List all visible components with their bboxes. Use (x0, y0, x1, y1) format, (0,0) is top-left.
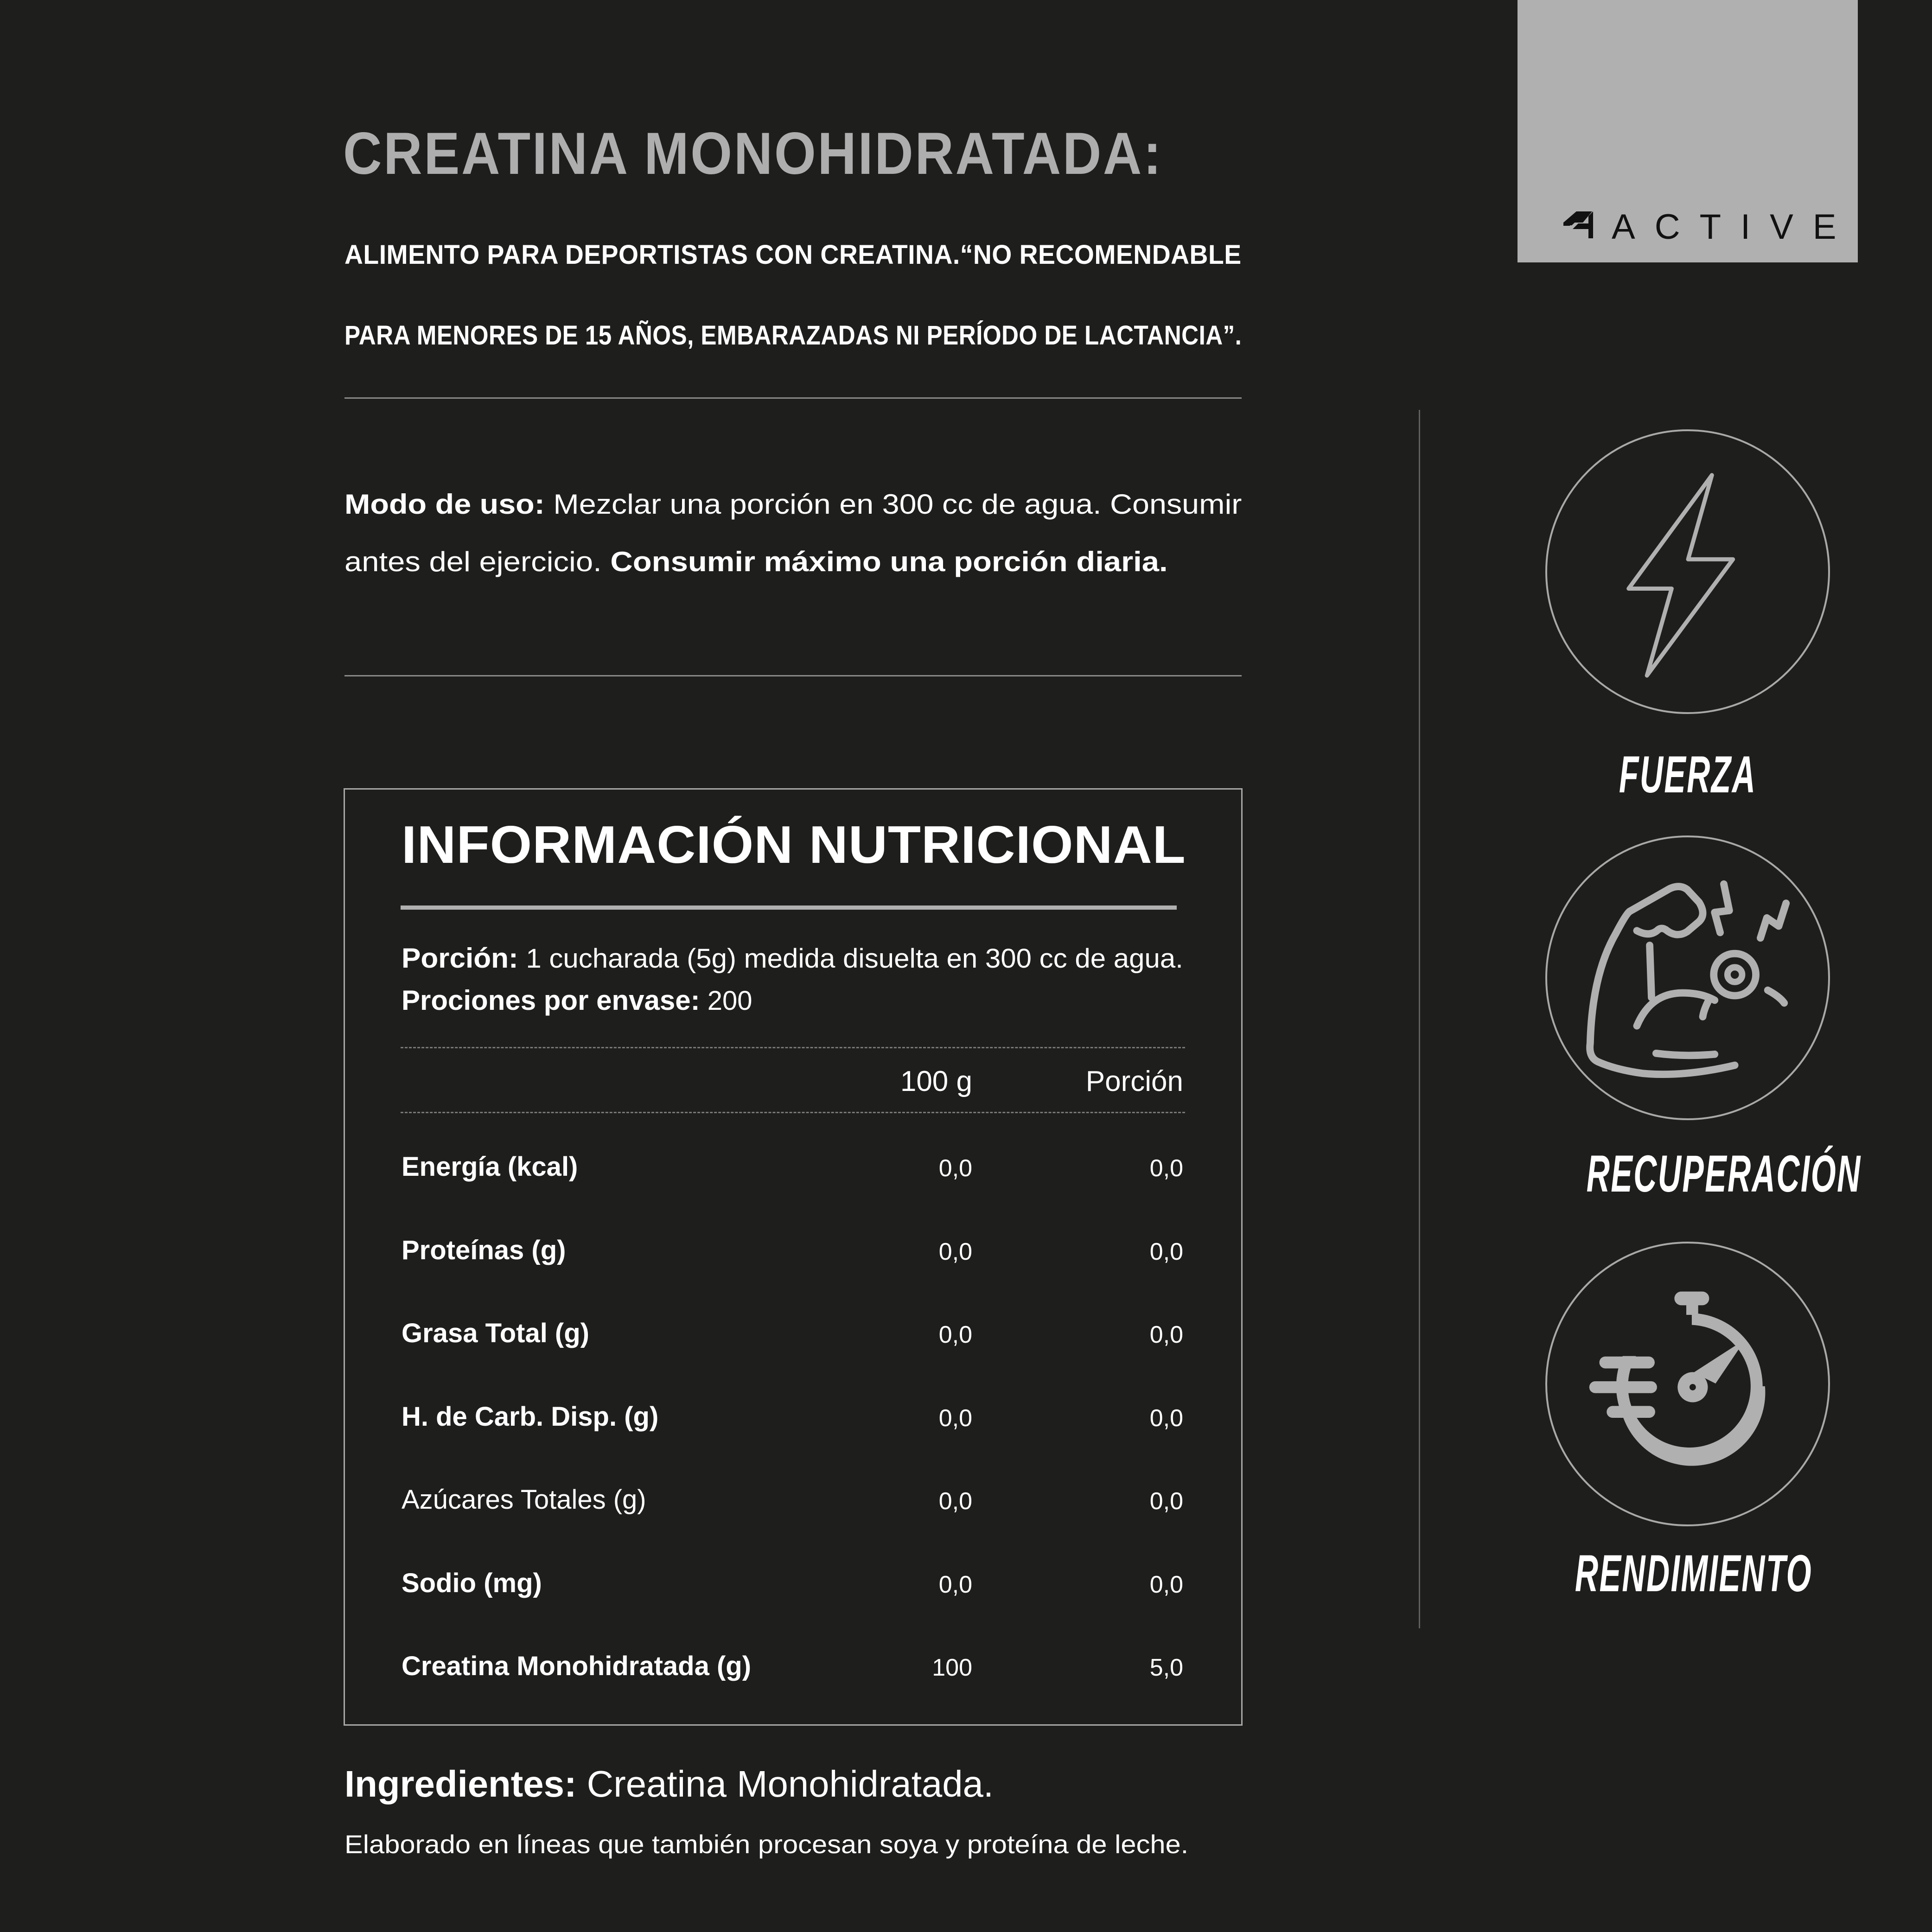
active-a-logo-icon (1563, 211, 1594, 238)
column-header-100g: 100 g (900, 1065, 972, 1097)
benefit-performance-badge (1545, 1242, 1830, 1526)
column-header-portion: Porción (1085, 1065, 1183, 1097)
nutrient-name: Grasa Total (g) (402, 1318, 589, 1348)
nutrient-value-per-portion: 0,0 (1149, 1571, 1183, 1598)
nutrition-title-rule (401, 905, 1177, 910)
vertical-divider (1419, 410, 1420, 1628)
usage-line-2 (344, 548, 1168, 576)
nutrient-value-per-portion: 0,0 (1149, 1405, 1183, 1432)
usage-label: Modo de uso: (344, 489, 545, 520)
flexed-arm-icon (1547, 837, 1828, 1118)
nutrient-name: Sodio (mg) (402, 1568, 542, 1598)
product-title: CREATINA MONOHIDRATADA: (343, 121, 1163, 187)
ingredients (344, 1763, 994, 1804)
servings-per-container (402, 987, 752, 1014)
nutrient-value-per-100g: 0,0 (938, 1155, 972, 1182)
nutrient-value-per-100g: 0,0 (938, 1321, 972, 1348)
nutrition-title: INFORMACIÓN NUTRICIONAL (402, 816, 1186, 874)
nutrient-value-per-portion: 0,0 (1149, 1155, 1183, 1182)
serving-value: 1 cucharada (5g) medida disuelta en 300 cc de agua. (518, 944, 1183, 974)
product-subtitle-line-1: ALIMENTO PARA DEPORTISTAS CON CREATINA.“NO RECOMENDABLE (344, 240, 1242, 270)
dashed-divider-2 (401, 1112, 1185, 1113)
nutrient-value-per-portion: 5,0 (1149, 1654, 1183, 1681)
benefit-recovery-badge (1545, 835, 1830, 1120)
ingredients-value: Creatina Monohidratada. (576, 1763, 994, 1804)
dashed-divider-1 (401, 1047, 1185, 1048)
allergen-note: Elaborado en líneas que también procesan soya y proteína de leche. (344, 1830, 1189, 1859)
brand-name: ACTIVE (1612, 207, 1856, 247)
divider-top (344, 397, 1242, 399)
serving-size (402, 944, 1183, 972)
servings-value: 200 (700, 986, 752, 1016)
nutrient-value-per-100g: 100 (932, 1654, 972, 1681)
usage-text-2: antes del ejercicio. (344, 546, 611, 577)
nutrient-value-per-portion: 0,0 (1149, 1321, 1183, 1348)
nutrient-value-per-100g: 0,0 (938, 1571, 972, 1598)
nutrient-name: Creatina Monohidratada (g) (402, 1651, 752, 1681)
nutrient-value-per-100g: 0,0 (938, 1238, 972, 1265)
lightning-bolt-icon (1547, 431, 1828, 712)
benefit-label-performance: RENDIMIENTO (1575, 1544, 1813, 1602)
product-subtitle-line-2: PARA MENORES DE 15 AÑOS, EMBARAZADAS NI PERÍODO DE LACTANCIA”. (344, 320, 1242, 351)
benefit-strength-badge (1545, 429, 1830, 714)
divider-middle (344, 675, 1242, 676)
ingredients-label: Ingredientes: (344, 1763, 577, 1804)
nutrient-value-per-100g: 0,0 (938, 1405, 972, 1432)
stopwatch-icon (1547, 1243, 1828, 1524)
nutrient-name: Energía (kcal) (402, 1152, 578, 1182)
servings-label: Prociones por envase: (402, 985, 700, 1016)
usage-emphasis: Consumir máximo una porción diaria. (610, 546, 1168, 577)
usage-line-1 (344, 491, 1242, 518)
usage-text-1: Mezclar una porción en 300 cc de agua. Consumir (544, 489, 1242, 520)
benefit-label-recovery: RECUPERACIÓN (1586, 1145, 1862, 1203)
nutrient-value-per-portion: 0,0 (1149, 1238, 1183, 1265)
nutrient-value-per-100g: 0,0 (938, 1488, 972, 1515)
serving-label: Porción: (402, 943, 518, 974)
nutrient-name: H. de Carb. Disp. (g) (402, 1402, 659, 1432)
nutrient-value-per-portion: 0,0 (1149, 1488, 1183, 1515)
nutrient-name: Azúcares Totales (g) (402, 1485, 646, 1515)
benefit-label-strength: FUERZA (1619, 746, 1757, 803)
nutrient-name: Proteínas (g) (402, 1235, 566, 1265)
